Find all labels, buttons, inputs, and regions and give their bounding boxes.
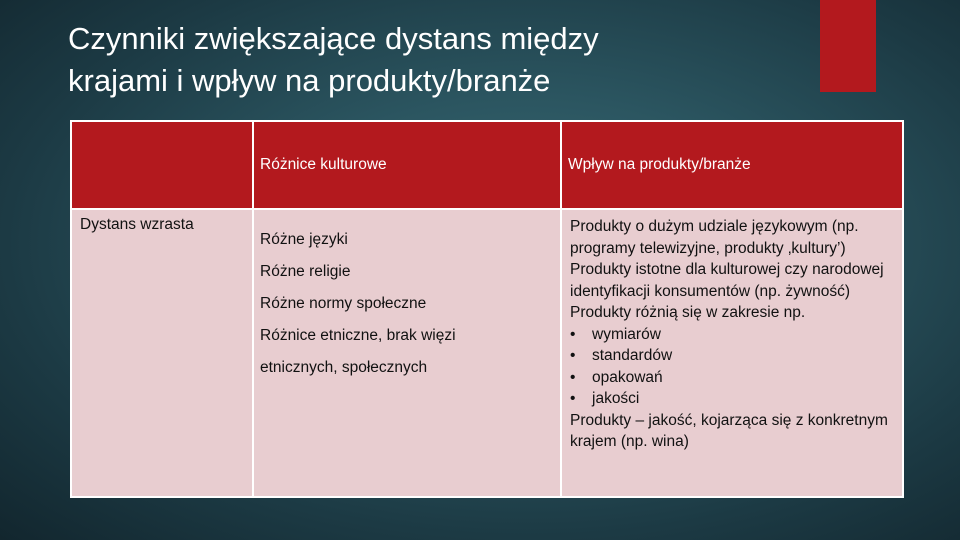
- list-item: Różne religie: [260, 263, 351, 280]
- header-cell-empty: [71, 121, 253, 209]
- slide-title-line-1: Czynniki zwiększające dystans między: [68, 21, 599, 56]
- impact-bullet-list: [570, 324, 896, 410]
- list-item: [570, 388, 896, 410]
- impact-paragraph-4: Produkty – jakość, kojarząca się z konkretnym krajem (np. wina): [570, 411, 888, 450]
- list-item: [570, 367, 896, 389]
- header-col3-label: Wpływ na produkty/branże: [568, 156, 751, 173]
- comparison-table: [70, 120, 904, 498]
- differences-cell: [253, 209, 561, 497]
- accent-bar: [820, 0, 876, 92]
- bullet-text: opakowań: [592, 368, 663, 386]
- differences-list: [254, 210, 560, 384]
- impact-paragraph-2: Produkty istotne dla kulturowej czy narodowej identyfikacji konsumentów (np. żywność): [570, 261, 884, 300]
- bullet-icon: •: [570, 325, 576, 343]
- list-item: Różne normy społeczne: [260, 295, 427, 312]
- header-cell-differences: [253, 121, 561, 209]
- table-row: [71, 209, 903, 497]
- row-label-cell: [71, 209, 253, 497]
- header-col2-label: Różnice kulturowe: [260, 156, 387, 173]
- impact-paragraph-3: Produkty różnią się w zakresie np.: [570, 304, 806, 321]
- bullet-icon: •: [570, 368, 576, 386]
- header-col1-label: [72, 156, 78, 173]
- bullet-text: wymiarów: [592, 325, 661, 343]
- impact-text: [562, 210, 902, 453]
- list-item: Różnice etniczne, brak więzi: [260, 327, 456, 344]
- list-item: [570, 324, 896, 346]
- header-cell-impact: [561, 121, 903, 209]
- bullet-icon: •: [570, 390, 576, 407]
- slide-title: [68, 18, 808, 102]
- bullet-text: standardów: [592, 347, 673, 364]
- bullet-text: jakości: [592, 390, 640, 407]
- bullet-icon: •: [570, 347, 576, 364]
- impact-paragraph-1: Produkty o dużym udziale językowym (np. programy telewizyjne, produkty ‚kultury’): [570, 218, 859, 257]
- row-label: Dystans wzrasta: [80, 216, 194, 233]
- list-item: etnicznych, społecznych: [260, 359, 428, 376]
- table-header-row: [71, 121, 903, 209]
- list-item: [570, 345, 896, 367]
- list-item: Różne języki: [260, 231, 348, 248]
- impact-cell: [561, 209, 903, 497]
- slide-title-line-2: krajami i wpływ na produkty/branże: [68, 63, 551, 98]
